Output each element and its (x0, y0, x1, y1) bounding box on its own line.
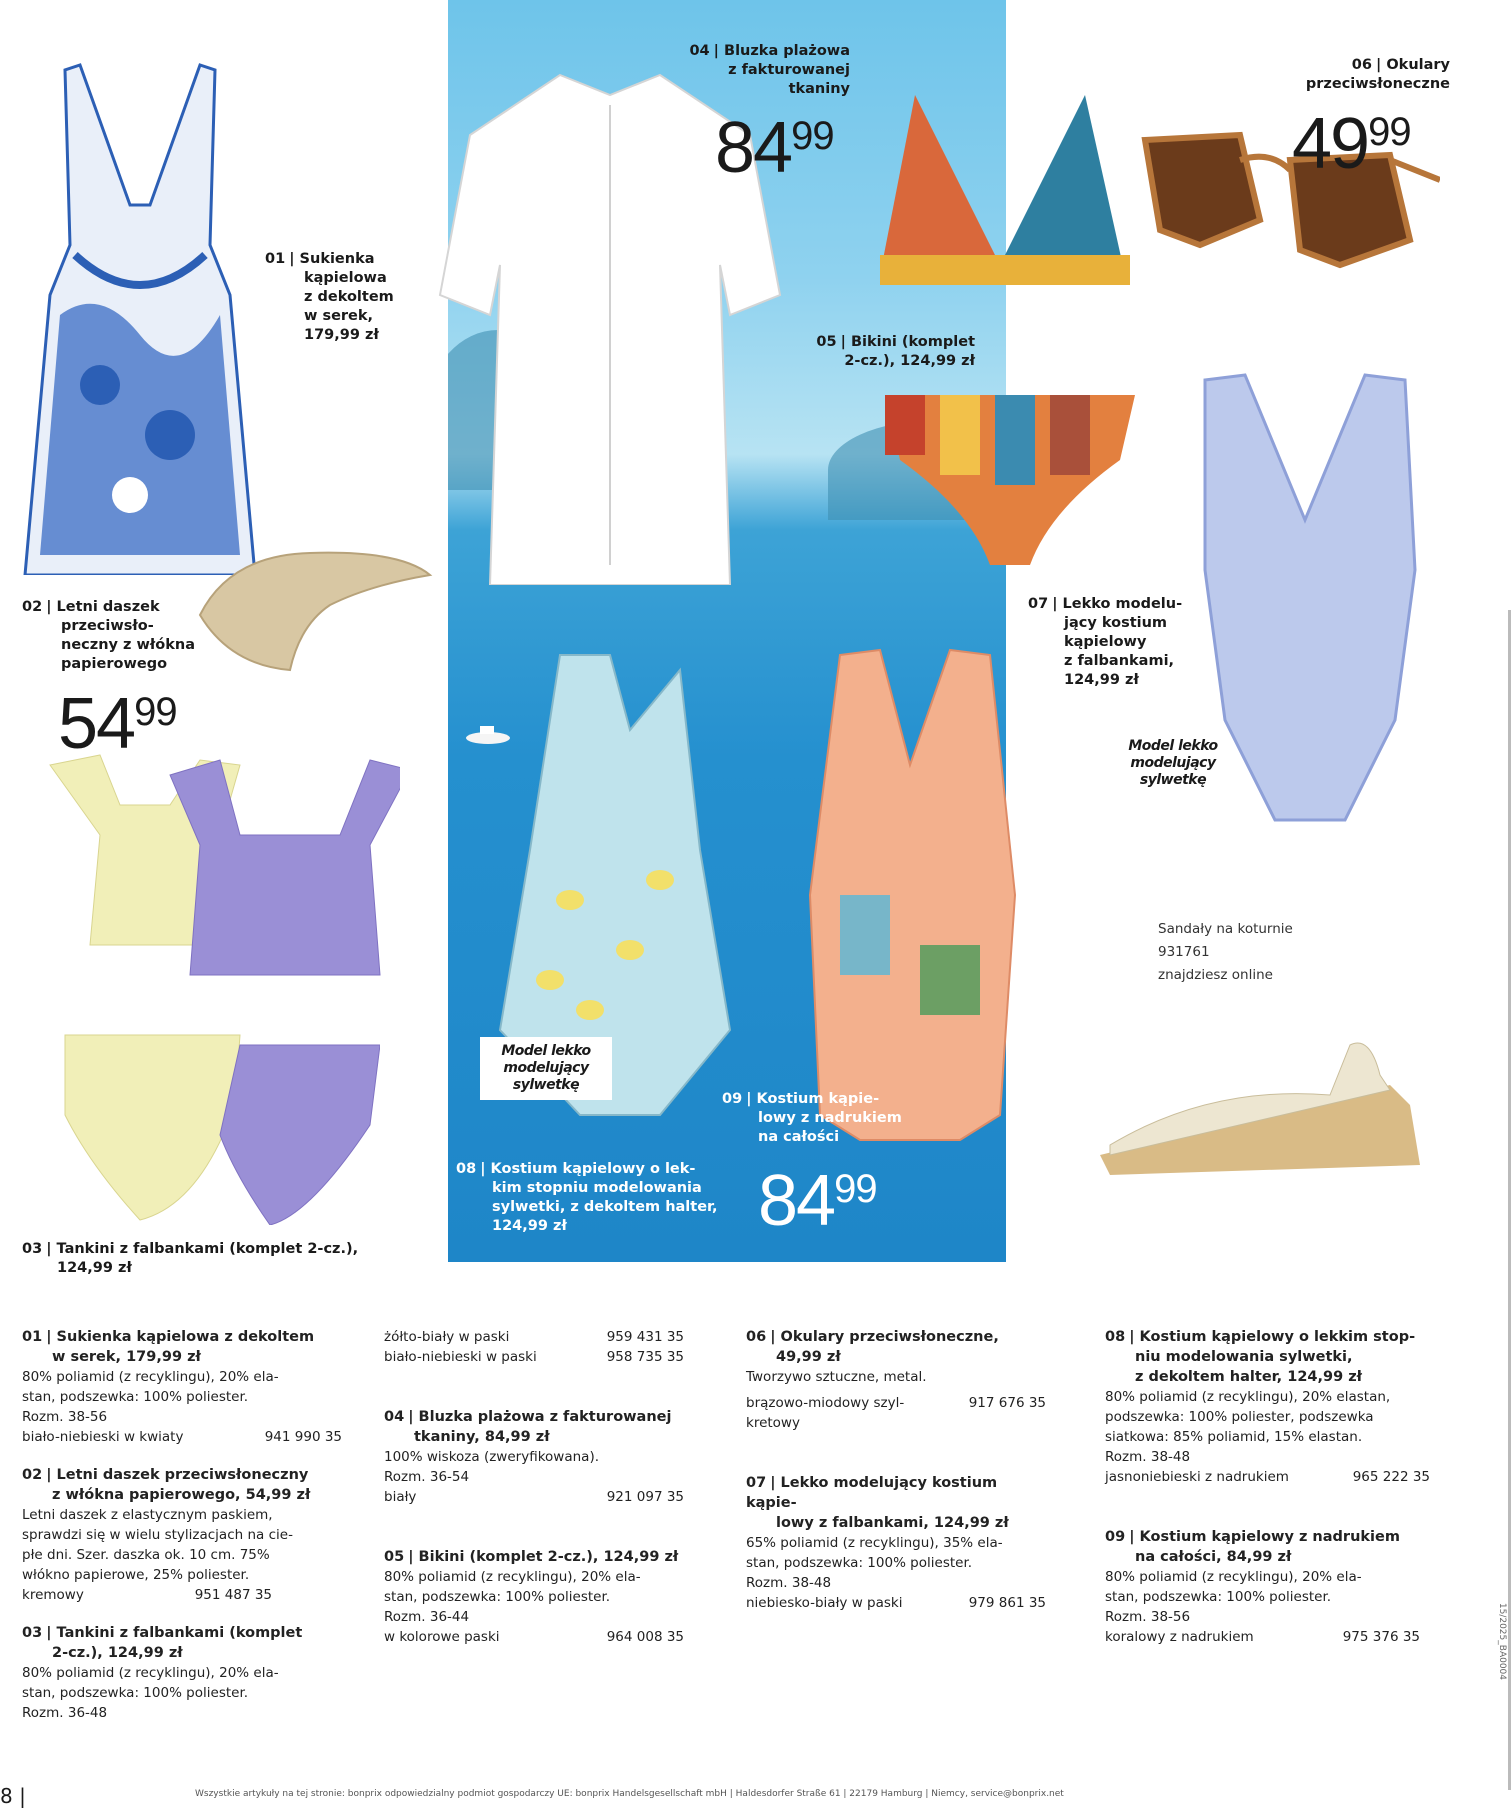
detail-03-variants: żółto-biały w paski 959 431 35 biało-niebieski w paski 958 735 35 (384, 1329, 684, 1365)
product-07-label: 07 | Lekko modelu- jący kostium kąpielowy z falbankami, 124,99 zł (1028, 596, 1183, 688)
product-09-label: 09 | Kostium kąpie- lowy z nadrukiem na całości (722, 1091, 902, 1145)
catalog-code: 15/2025_BA0004 (1497, 1602, 1507, 1680)
product-01-label: 01 | Sukienka kąpielowa z dekoltem w serek, 179,99 zł (265, 251, 394, 343)
detail-09: 09 | Kostium kąpielowy z nadrukiem na całości, 84,99 zł 80% poliamid (z recyklingu), 20% ela- stan, podszewka: 100% poliester. Rozm. 38-56 koralowy z nadrukiem 975 376 35 (1105, 1529, 1420, 1645)
details-column-1 (22, 1327, 342, 1741)
product-06-price: 4999 (1292, 104, 1411, 184)
details-column-2 (384, 1327, 684, 1665)
detail-03: 03 | Tankini z falbankami (komplet 2-cz.), 124,99 zł 80% poliamid (z recyklingu), 20% ela- stan, podszewka: 100% poliester. Rozm. 36-48 (22, 1625, 303, 1721)
details-column-3 (746, 1327, 1046, 1631)
detail-05: 05 | Bikini (komplet 2-cz.), 124,99 zł 80% poliamid (z recyklingu), 20% ela- stan, podszewka: 100% poliester. Rozm. 36-44 w kolorowe paski 964 008 35 (384, 1549, 684, 1645)
detail-07: 07 | Lekko modelujący kostium kąpie- lowy z falbankami, 124,99 zł 65% poliamid (z recyklingu), 35% ela- stan, podszewka: 100% poliester. Rozm. 38-48 niebiesko-biały w paski 979 861 35 (746, 1475, 1046, 1611)
tankini-bottoms-image (60, 1025, 380, 1225)
visor-image (190, 545, 440, 675)
footer (0, 1782, 1511, 1808)
product-08-label: 08 | Kostium kąpielowy o lek- kim stopniu modelowania sylwetki, z dekoltem halter, 124,99 zł (456, 1161, 718, 1234)
detail-08: 08 | Kostium kąpielowy o lekkim stop- niu modelowania sylwetki, z dekoltem halter, 124,99 zł 80% poliamid (z recyklingu), 20% elastan, podszewka: 100% poliester, podszewka siatkowa: 85% poliamid, 15% elastan. Rozm. 38-48 jasnoniebieski z nadrukiem 965 222 35 (1105, 1329, 1430, 1485)
product-02-label: 02 | Letni daszek przeciwsło- neczny z włókna papierowego (22, 599, 195, 672)
product-04-price: 8499 (715, 108, 834, 188)
bikini-bottom-image (880, 390, 1140, 570)
tankini-tops-image (40, 745, 400, 995)
product-08-fit-note: Model lekko modelujący sylwetkę (480, 1037, 612, 1100)
sandal-online-note: Sandały na koturnie 931761 znajdziesz online (1158, 921, 1293, 983)
detail-06: 06 | Okulary przeciwsłoneczne, 49,99 zł Tworzywo sztuczne, metal. brązowo-miodowy szyl- 917 676 35 kretowy (746, 1329, 1046, 1431)
bikini-top-image (875, 85, 1135, 305)
sandal-image (1090, 1005, 1440, 1185)
product-09-price: 8499 (758, 1161, 877, 1241)
detail-01: 01 | Sukienka kąpielowa z dekoltem w serek, 179,99 zł 80% poliamid (z recyklingu), 20% ela- stan, podszewka: 100% poliester. Rozm. 38-56 biało-niebieski w kwiaty 941 990 35 (22, 1329, 342, 1445)
product-02-price: 5499 (58, 684, 177, 764)
page-number: 8 | (0, 1784, 26, 1808)
legal-notice: Wszystkie artykuły na tej stronie: bonprix odpowiedzialny podmiot gospodarczy UE: bonprix Handelsgesellschaft mbH | Haldesdorfer Straße 61 | 22179 Hamburg | Niemcy, service@bonprix.net (195, 1789, 1064, 1799)
printed-swimsuit-image (800, 645, 1030, 1145)
dress-image (20, 55, 260, 575)
product-04-label: 04 | Bluzka plażowa z fakturowanej tkaniny (689, 43, 850, 97)
detail-02: 02 | Letni daszek przeciwsłoneczny z włókna papierowego, 54,99 zł Letni daszek z elastycznym paskiem, sprawdzi się w wielu stylizacjach na cie- płe dni. Szer. daszka ok. 10 cm. 75% włókno papierowe, 25% poliester. kremowy 951 487 35 (22, 1467, 311, 1603)
product-03-label: 03 | Tankini z falbankami (komplet 2-cz.), 124,99 zł (22, 1241, 359, 1276)
product-05-label: 05 | Bikini (komplet 2-cz.), 124,99 zł (816, 334, 975, 369)
detail-04: 04 | Bluzka plażowa z fakturowanej tkaniny, 84,99 zł 100% wiskoza (zweryfikowana). Rozm. 36-54 biały 921 097 35 (384, 1409, 684, 1505)
product-07-fit-note: Model lekko modelujący sylwetkę (1128, 738, 1218, 788)
product-06-label: 06 | Okulary przeciwsłoneczne (1305, 57, 1450, 92)
details-column-4 (1105, 1327, 1435, 1665)
